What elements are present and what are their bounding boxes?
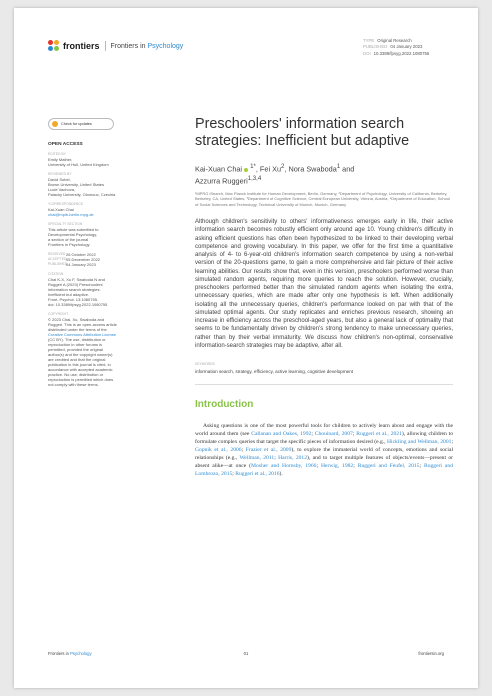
frontiers-logo-icon — [48, 40, 60, 52]
journal-name[interactable] — [111, 43, 184, 50]
footer-journal[interactable]: Frontiers in Psychology — [48, 651, 92, 656]
citation-link[interactable]: Gopnik et al., 2006 — [195, 447, 242, 454]
reviewed-by: REVIEWED BY David Sobel, Brown University, United States Lucie Vachova, Palacky University, Olomouc, Czechia — [48, 172, 116, 197]
meta-published: PUBLISHED 04 January 2023 — [363, 44, 423, 50]
correspondence-email-link[interactable]: chai@mpib-berlin.mpg.de — [48, 212, 94, 217]
correspondence: *CORRESPONDENCE Kai-Xuan Chai chai@mpib-berlin.mpg.de — [48, 202, 156, 217]
footer-website-link[interactable]: frontiersin.org — [418, 651, 444, 656]
header-divider — [105, 41, 106, 51]
frontiers-logo[interactable] — [48, 40, 183, 52]
cc-license-link[interactable]: Creative Commons Attribution License — [48, 332, 117, 337]
page-header — [48, 38, 458, 62]
article-title: Preschoolers' information search strategies: Inefficient but adaptive — [195, 116, 410, 149]
keywords: information search, strategy, efficiency, active learning, cognitive development — [195, 369, 453, 385]
citation-link[interactable]: Herwig, 1982 — [320, 463, 354, 470]
citation-link[interactable]: Hickling and Wellman, 2001 — [386, 439, 452, 446]
introduction-paragraph: Asking questions is one of the most powerful tools for children to actively learn about and engage with the world around them (see Callanan and Oakes, 1992; Chouinard, 2007; Ruggeri et al., 2021), allowing children to formulate complex queries that target the specific pieces of information desired (e.g., Hickling and Wellman, 2001; Gopnik et al., 2006; Frazier et al., 2009), to explore the immaterial world of concepts, emotions and social relationships (e.g., Wellman, 2011; Harris, 2012), and to target multiple features of objects/events—present or absent alike—at once (Mosher and Hornsby, 1966; Herwig, 1982; Ruggeri and Feufel, 2015; Ruggeri and Lombrozo, 2015; Ruggeri et al., 2016). — [195, 423, 454, 478]
author-xu[interactable]: , Fei Xu — [255, 164, 282, 174]
author-swaboda[interactable]: , Nora Swaboda — [284, 164, 337, 174]
check-for-updates-button[interactable]: Check for updates — [48, 118, 114, 130]
orcid-icon[interactable] — [244, 168, 248, 172]
citation-link[interactable]: Ruggeri and Lombrozo, 2015 — [195, 463, 453, 478]
abstract: Although children's sensitivity to others' informativeness emerges early in life, their active information search becomes robustly efficient only around age 10. Young children's difficulty in asking efficient questions has often been hypothesized to be linked to their developing verbal competence and growing vocabulary. In this paper, we offer for the first time a quantitative analysis of 4- to 6-year-old children's information search competence by using a non-verbal version of the 20-questions game, to gain a more comprehensive and fair picture of their active learning abilities. Our results show that, even in this version, preschoolers performed worse than simulated random agents, requiring more queries to reach the solution. However, crucially, preschoolers performed better than the simulated random agents when isolating the extra, unnecessary queries, which are made after only one hypothesis is left. When additionally isolating all the unnecessary queries, children's performance looked on par with that of the simulated optimal agents. Our study replicates and enriches previous research, showing an increase in efficiency across the preschool-aged years, but also a general lack of optimality that seems to be fundamentally driven by children's strong tendency to make unnecessary queries, rather than by their verbal immaturity. We discuss how children's non-optimal, conservative information-search strategies may be adaptive, after all. — [195, 219, 453, 349]
introduction-heading: Introduction — [195, 399, 254, 411]
specialty-section: SPECIALTY SECTION This article was submitted to Developmental Psychology, a section of the journal Frontiers in Psychology — [48, 222, 99, 247]
edited-by: EDITED BY Emily Mather, University of Hull, United Kingdom — [48, 152, 109, 167]
citation-link[interactable]: Callanan and Oakes, 1992 — [251, 431, 312, 438]
affiliations: ¹MPRG iSearch, Max Planck Institute for Human Development, Berlin, Germany, ²Department of Psychology, University of California, Berkeley, Berkeley, CA, United States, ³Department of Cognitive Science, Central European University, Vienna, Austria, ⁴Department of Education, School of Social Sciences and Technology, Technical University of Munich, Munich, Germany — [195, 190, 450, 207]
brand-name: frontiers — [63, 41, 100, 51]
citation-link[interactable]: Mosher and Hornsby, 1966 — [251, 463, 317, 470]
meta-doi[interactable]: DOI 10.3389/fpsyg.2022.1080755 — [363, 50, 430, 56]
citation-link[interactable]: Ruggeri et al., 2021 — [356, 431, 402, 438]
meta-type: TYPE Original Research — [363, 38, 412, 43]
citation-link[interactable]: Ruggeri and Feufel, 2015 — [357, 463, 420, 470]
keywords-label: KEYWORDS — [195, 362, 215, 367]
citation-link[interactable]: Frazier et al., 2009 — [245, 447, 292, 454]
author-ruggeri[interactable]: Azzurra Ruggeri — [195, 176, 248, 186]
open-access-label: OPEN ACCESS — [48, 142, 83, 147]
citation-link[interactable]: Wellman, 2011 — [239, 455, 275, 462]
citation: CITATION Chai K-X, Xu F, Swaboda N and Ruggeri A (2023) Preschoolers' information search strategies: Inefficient but adaptive. Front. Psychol. 13:1080755. doi: 10.3389/fpsyg.2022.1080755 — [48, 272, 108, 307]
citation-link[interactable]: Chouinard, 2007 — [314, 431, 353, 438]
update-icon — [52, 121, 58, 127]
article-dates: RECEIVED 26 October 2022 ACCEPTED 05 December 2022 PUBLISHED 04 January 2023 — [48, 252, 101, 267]
journal-title: Psychology — [147, 42, 184, 50]
article-main — [195, 116, 453, 478]
copyright: COPYRIGHT © 2023 Chai, Xu, Swaboda and Ruggeri. This is an open-access article distributed under the terms of the Creative Commons Attribution License (CC BY). The use, distribution or reproduction in other forums is permitted, provided the original author(s) and the copyright owner(s) are credited and that the original publication in this journal is cited, in accordance with accepted academic practice. No use, distribution or reproduction is permitted which does not comply with these terms. — [48, 312, 156, 387]
author-chai[interactable]: Kai-Xuan Chai — [195, 164, 243, 174]
citation-link[interactable]: Ruggeri et al., 2016 — [235, 471, 280, 478]
article-page — [14, 8, 478, 688]
page-number: 01 — [243, 651, 249, 656]
article-meta — [363, 38, 458, 57]
author-list: Kai-Xuan Chai $^{1*}$, Fei Xu$^2$, Nora Swaboda$^1$ and Azzurra Ruggeri$^{1,3,4}$ — [195, 163, 355, 186]
citation-link[interactable]: Harris, 2012 — [278, 455, 308, 462]
article-sidebar — [48, 118, 156, 387]
journal-prefix: Frontiers in — [110, 42, 146, 50]
